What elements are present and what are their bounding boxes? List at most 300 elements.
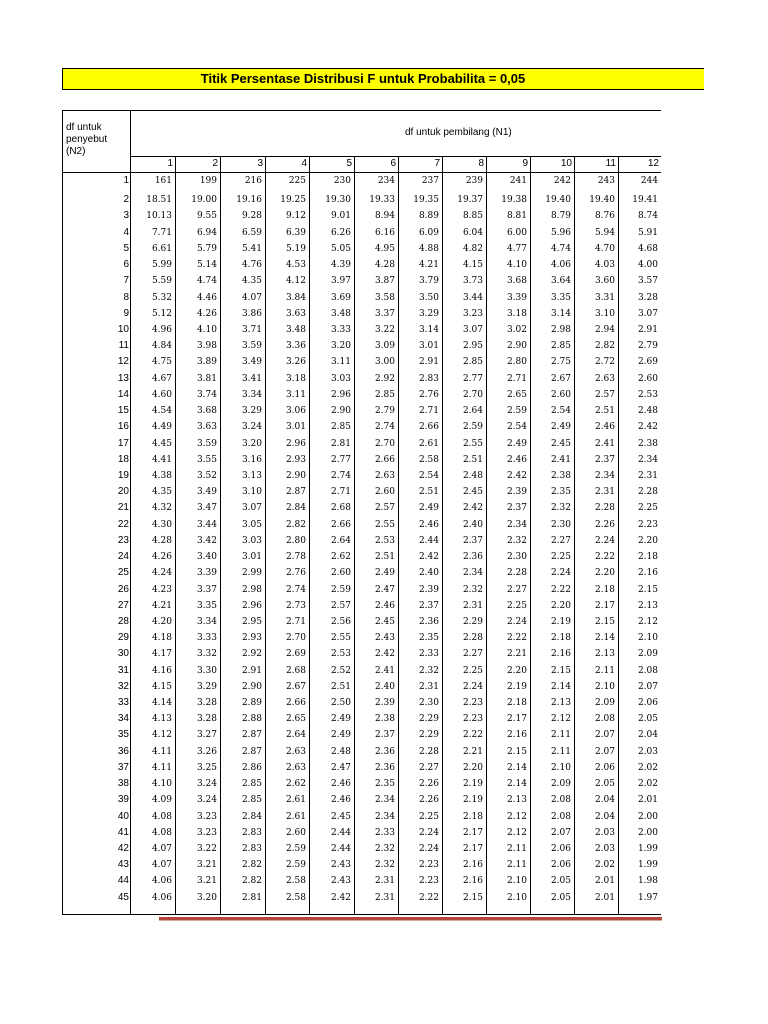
table-cell: 3.23 bbox=[196, 811, 217, 822]
table-cell: 2.03 bbox=[594, 844, 615, 855]
table-cell: 2.73 bbox=[285, 600, 306, 611]
table-cell: 4.54 bbox=[151, 406, 172, 417]
table-cell: 2.26 bbox=[418, 779, 439, 790]
table-cell: 4.45 bbox=[151, 438, 172, 449]
table-cell: 6.04 bbox=[462, 227, 483, 238]
table-cell: 2.50 bbox=[330, 698, 351, 709]
table-row bbox=[0, 565, 661, 581]
table-cell: 2.18 bbox=[594, 584, 615, 595]
table-cell: 244 bbox=[640, 176, 658, 186]
table-cell: 2.77 bbox=[330, 454, 351, 465]
table-cell: 2.80 bbox=[285, 535, 306, 546]
row-label-n2: 21 bbox=[117, 502, 129, 514]
table-cell: 2.46 bbox=[506, 454, 527, 465]
table-cell: 3.59 bbox=[196, 438, 217, 449]
table-cell: 3.14 bbox=[418, 324, 439, 335]
table-cell: 2.90 bbox=[506, 341, 527, 352]
table-cell: 2.87 bbox=[241, 746, 262, 757]
row-label-n2: 24 bbox=[117, 551, 129, 563]
table-cell: 2.15 bbox=[462, 892, 483, 903]
table-cell: 2.87 bbox=[285, 487, 306, 498]
table-cell: 2.90 bbox=[330, 406, 351, 417]
table-cell: 2.19 bbox=[462, 779, 483, 790]
table-cell: 2.19 bbox=[550, 616, 571, 627]
table-cell: 2.51 bbox=[594, 406, 615, 417]
table-cell: 2.28 bbox=[506, 568, 527, 579]
table-cell: 2.74 bbox=[330, 470, 351, 481]
table-cell: 2.34 bbox=[594, 470, 615, 481]
table-cell: 2.53 bbox=[374, 535, 395, 546]
table-cell: 2.28 bbox=[594, 503, 615, 514]
table-cell: 3.24 bbox=[196, 795, 217, 806]
table-cell: 3.34 bbox=[241, 389, 262, 400]
table-cell: 2.11 bbox=[506, 860, 527, 871]
table-cell: 1.99 bbox=[637, 844, 658, 855]
table-cell: 2.86 bbox=[241, 762, 262, 773]
table-cell: 2.00 bbox=[637, 811, 658, 822]
row-label-n2: 38 bbox=[117, 778, 129, 790]
table-cell: 2.10 bbox=[594, 681, 615, 692]
table-row bbox=[0, 679, 661, 695]
table-cell: 8.89 bbox=[418, 211, 439, 222]
table-cell: 2.42 bbox=[330, 892, 351, 903]
table-cell: 2.48 bbox=[462, 470, 483, 481]
table-cell: 2.68 bbox=[285, 665, 306, 676]
column-header-n1: 11 bbox=[605, 158, 616, 169]
table-cell: 2.14 bbox=[506, 779, 527, 790]
table-cell: 19.37 bbox=[457, 195, 483, 206]
table-cell: 3.57 bbox=[637, 276, 658, 287]
table-cell: 3.59 bbox=[241, 341, 262, 352]
table-cell: 2.39 bbox=[374, 698, 395, 709]
table-cell: 4.10 bbox=[506, 260, 527, 271]
table-cell: 5.79 bbox=[196, 243, 217, 254]
table-cell: 2.17 bbox=[506, 714, 527, 725]
table-cell: 2.83 bbox=[418, 373, 439, 384]
table-cell: 2.59 bbox=[506, 406, 527, 417]
row-label-n2: 31 bbox=[117, 664, 129, 676]
table-cell: 4.68 bbox=[637, 243, 658, 254]
table-cell: 2.23 bbox=[418, 860, 439, 871]
table-cell: 3.41 bbox=[241, 373, 262, 384]
table-cell: 2.38 bbox=[374, 714, 395, 725]
table-cell: 19.25 bbox=[280, 195, 306, 206]
row-label-n2: 9 bbox=[123, 307, 129, 319]
column-header-n1: 4 bbox=[301, 158, 307, 169]
table-cell: 2.88 bbox=[241, 714, 262, 725]
table-cell: 2.37 bbox=[374, 730, 395, 741]
table-cell: 9.28 bbox=[241, 211, 262, 222]
table-cell: 2.65 bbox=[506, 389, 527, 400]
table-cell: 2.49 bbox=[330, 714, 351, 725]
table-cell: 2.32 bbox=[506, 535, 527, 546]
table-cell: 3.39 bbox=[506, 292, 527, 303]
table-cell: 8.94 bbox=[374, 211, 395, 222]
row-label-n2: 20 bbox=[117, 486, 129, 498]
table-cell: 19.00 bbox=[191, 195, 217, 206]
table-row bbox=[0, 257, 661, 273]
column-header-n1: 10 bbox=[560, 158, 572, 169]
row-label-n2: 27 bbox=[117, 599, 129, 611]
row-label-n2: 1 bbox=[123, 175, 129, 186]
table-cell: 3.44 bbox=[196, 519, 217, 530]
table-cell: 3.68 bbox=[196, 406, 217, 417]
table-cell: 1.97 bbox=[637, 892, 658, 903]
table-cell: 4.95 bbox=[374, 243, 395, 254]
table-cell: 2.98 bbox=[550, 324, 571, 335]
table-cell: 4.46 bbox=[196, 292, 217, 303]
table-cell: 3.87 bbox=[374, 276, 395, 287]
row-label-n2: 3 bbox=[123, 210, 129, 222]
table-cell: 2.33 bbox=[374, 827, 395, 838]
table-cell: 2.81 bbox=[241, 892, 262, 903]
table-cell: 3.48 bbox=[285, 324, 306, 335]
table-cell: 2.08 bbox=[550, 795, 571, 806]
table-cell: 2.18 bbox=[462, 811, 483, 822]
table-cell: 2.61 bbox=[285, 795, 306, 806]
table-cell: 2.57 bbox=[374, 503, 395, 514]
table-cell: 5.94 bbox=[594, 227, 615, 238]
table-cell: 3.24 bbox=[196, 779, 217, 790]
table-cell: 2.11 bbox=[594, 665, 615, 676]
column-header-n1: 2 bbox=[212, 158, 218, 169]
table-cell: 5.14 bbox=[196, 260, 217, 271]
table-cell: 2.55 bbox=[330, 633, 351, 644]
table-cell: 2.75 bbox=[550, 357, 571, 368]
table-row bbox=[0, 517, 661, 533]
table-cell: 2.45 bbox=[462, 487, 483, 498]
table-cell: 241 bbox=[509, 176, 527, 186]
table-row bbox=[0, 582, 661, 598]
table-row bbox=[0, 225, 661, 241]
table-cell: 4.28 bbox=[151, 535, 172, 546]
table-cell: 2.02 bbox=[637, 762, 658, 773]
table-cell: 2.39 bbox=[418, 584, 439, 595]
table-cell: 199 bbox=[199, 176, 217, 186]
table-cell: 2.16 bbox=[462, 876, 483, 887]
table-cell: 3.05 bbox=[241, 519, 262, 530]
table-cell: 4.06 bbox=[550, 260, 571, 271]
table-cell: 2.06 bbox=[550, 860, 571, 871]
table-cell: 2.01 bbox=[594, 892, 615, 903]
table-cell: 2.78 bbox=[285, 552, 306, 563]
table-cell: 2.45 bbox=[330, 811, 351, 822]
column-header-n1: 3 bbox=[257, 158, 263, 169]
table-cell: 2.64 bbox=[330, 535, 351, 546]
table-cell: 2.46 bbox=[330, 795, 351, 806]
table-row bbox=[0, 873, 661, 889]
table-cell: 2.29 bbox=[462, 616, 483, 627]
table-cell: 2.40 bbox=[374, 681, 395, 692]
table-cell: 2.37 bbox=[506, 503, 527, 514]
table-cell: 3.23 bbox=[462, 308, 483, 319]
row-label-n2: 35 bbox=[117, 729, 129, 741]
table-cell: 2.17 bbox=[462, 844, 483, 855]
table-cell: 3.11 bbox=[330, 357, 351, 368]
table-cell: 3.73 bbox=[462, 276, 483, 287]
table-row bbox=[0, 290, 661, 306]
table-cell: 2.13 bbox=[506, 795, 527, 806]
table-row bbox=[0, 322, 661, 338]
column-header-n1: 8 bbox=[478, 158, 484, 169]
table-cell: 2.49 bbox=[418, 503, 439, 514]
table-cell: 3.09 bbox=[374, 341, 395, 352]
table-cell: 2.43 bbox=[374, 633, 395, 644]
table-cell: 6.09 bbox=[418, 227, 439, 238]
table-cell: 3.20 bbox=[330, 341, 351, 352]
table-cell: 2.37 bbox=[418, 600, 439, 611]
table-cell: 3.29 bbox=[196, 681, 217, 692]
table-cell: 2.38 bbox=[637, 438, 658, 449]
table-cell: 2.47 bbox=[374, 584, 395, 595]
table-cell: 242 bbox=[553, 176, 571, 186]
table-cell: 2.32 bbox=[374, 844, 395, 855]
table-cell: 2.46 bbox=[418, 519, 439, 530]
table-cell: 2.55 bbox=[462, 438, 483, 449]
table-cell: 3.58 bbox=[374, 292, 395, 303]
column-header-n1: 6 bbox=[390, 158, 396, 169]
table-row bbox=[0, 630, 661, 646]
table-cell: 2.90 bbox=[285, 470, 306, 481]
table-cell: 2.34 bbox=[374, 795, 395, 806]
table-row bbox=[0, 484, 661, 500]
table-cell: 2.21 bbox=[506, 649, 527, 660]
table-cell: 230 bbox=[333, 176, 351, 186]
table-cell: 2.84 bbox=[241, 811, 262, 822]
table-cell: 2.92 bbox=[241, 649, 262, 660]
table-cell: 2.66 bbox=[374, 454, 395, 465]
table-cell: 2.96 bbox=[241, 600, 262, 611]
table-cell: 2.16 bbox=[506, 730, 527, 741]
table-cell: 3.28 bbox=[637, 292, 658, 303]
table-cell: 3.02 bbox=[506, 324, 527, 335]
table-cell: 2.52 bbox=[330, 665, 351, 676]
table-cell: 2.03 bbox=[637, 746, 658, 757]
table-cell: 2.54 bbox=[550, 406, 571, 417]
table-cell: 2.18 bbox=[506, 698, 527, 709]
table-cell: 3.32 bbox=[196, 649, 217, 660]
table-cell: 3.33 bbox=[330, 324, 351, 335]
table-cell: 2.31 bbox=[637, 470, 658, 481]
table-cell: 2.02 bbox=[594, 860, 615, 871]
table-cell: 5.99 bbox=[151, 260, 172, 271]
table-cell: 3.35 bbox=[196, 600, 217, 611]
n2-header-label: df untuk penyebut (N2) bbox=[66, 122, 108, 157]
table-cell: 2.20 bbox=[506, 665, 527, 676]
table-row bbox=[0, 436, 661, 452]
table-cell: 2.15 bbox=[506, 746, 527, 757]
table-cell: 239 bbox=[465, 176, 483, 186]
table-cell: 2.70 bbox=[285, 633, 306, 644]
table-cell: 3.07 bbox=[241, 503, 262, 514]
table-cell: 2.45 bbox=[374, 616, 395, 627]
table-cell: 2.70 bbox=[374, 438, 395, 449]
table-cell: 2.31 bbox=[374, 876, 395, 887]
table-cell: 2.99 bbox=[241, 568, 262, 579]
table-cell: 3.31 bbox=[594, 292, 615, 303]
table-cell: 2.82 bbox=[241, 876, 262, 887]
table-cell: 2.63 bbox=[285, 746, 306, 757]
table-cell: 2.08 bbox=[637, 665, 658, 676]
table-cell: 2.24 bbox=[418, 844, 439, 855]
table-row bbox=[0, 533, 661, 549]
table-cell: 2.01 bbox=[637, 795, 658, 806]
table-cell: 2.69 bbox=[285, 649, 306, 660]
table-cell: 2.24 bbox=[594, 535, 615, 546]
table-cell: 3.00 bbox=[374, 357, 395, 368]
table-cell: 2.53 bbox=[637, 389, 658, 400]
table-cell: 8.76 bbox=[594, 211, 615, 222]
table-cell: 9.55 bbox=[196, 211, 217, 222]
table-cell: 2.34 bbox=[506, 519, 527, 530]
table-cell: 4.82 bbox=[462, 243, 483, 254]
table-cell: 4.96 bbox=[151, 324, 172, 335]
table-cell: 2.85 bbox=[374, 389, 395, 400]
table-cell: 2.63 bbox=[285, 762, 306, 773]
table-cell: 2.07 bbox=[637, 681, 658, 692]
table-cell: 3.22 bbox=[196, 844, 217, 855]
table-cell: 3.68 bbox=[506, 276, 527, 287]
table-cell: 2.27 bbox=[550, 535, 571, 546]
table-cell: 8.79 bbox=[550, 211, 571, 222]
column-header-n1: 1 bbox=[167, 158, 173, 169]
row-label-n2: 18 bbox=[117, 453, 129, 465]
table-cell: 2.45 bbox=[550, 438, 571, 449]
table-cell: 2.17 bbox=[594, 600, 615, 611]
table-cell: 2.41 bbox=[550, 454, 571, 465]
row-label-n2: 45 bbox=[117, 891, 129, 903]
table-cell: 2.31 bbox=[462, 600, 483, 611]
row-label-n2: 40 bbox=[117, 810, 129, 822]
table-cell: 2.89 bbox=[241, 698, 262, 709]
table-cell: 3.74 bbox=[196, 389, 217, 400]
table-cell: 2.95 bbox=[462, 341, 483, 352]
table-cell: 2.11 bbox=[550, 746, 571, 757]
table-cell: 2.49 bbox=[506, 438, 527, 449]
table-cell: 4.28 bbox=[374, 260, 395, 271]
table-cell: 5.59 bbox=[151, 276, 172, 287]
table-cell: 2.24 bbox=[418, 827, 439, 838]
table-cell: 4.10 bbox=[196, 324, 217, 335]
table-cell: 2.37 bbox=[594, 454, 615, 465]
table-cell: 4.03 bbox=[594, 260, 615, 271]
table-cell: 3.89 bbox=[196, 357, 217, 368]
table-cell: 2.32 bbox=[462, 584, 483, 595]
table-cell: 2.98 bbox=[241, 584, 262, 595]
table-cell: 2.90 bbox=[241, 681, 262, 692]
table-cell: 4.08 bbox=[151, 811, 172, 822]
table-cell: 2.42 bbox=[374, 649, 395, 660]
table-cell: 2.49 bbox=[374, 568, 395, 579]
table-cell: 3.30 bbox=[196, 665, 217, 676]
table-row bbox=[0, 598, 661, 614]
table-cell: 2.35 bbox=[374, 779, 395, 790]
table-cell: 234 bbox=[377, 176, 395, 186]
table-cell: 2.23 bbox=[462, 714, 483, 725]
table-cell: 3.20 bbox=[241, 438, 262, 449]
table-cell: 2.84 bbox=[285, 503, 306, 514]
table-cell: 7.71 bbox=[151, 227, 172, 238]
table-cell: 2.63 bbox=[594, 373, 615, 384]
table-cell: 2.53 bbox=[330, 649, 351, 660]
table-cell: 2.77 bbox=[462, 373, 483, 384]
table-row bbox=[0, 776, 661, 792]
table-cell: 2.40 bbox=[462, 519, 483, 530]
table-cell: 3.01 bbox=[285, 422, 306, 433]
table-cell: 2.41 bbox=[374, 665, 395, 676]
table-cell: 6.39 bbox=[285, 227, 306, 238]
table-cell: 4.12 bbox=[151, 730, 172, 741]
table-cell: 2.27 bbox=[418, 762, 439, 773]
table-row bbox=[0, 273, 661, 289]
table-cell: 2.18 bbox=[550, 633, 571, 644]
table-cell: 2.31 bbox=[374, 892, 395, 903]
table-cell: 3.50 bbox=[418, 292, 439, 303]
table-cell: 225 bbox=[288, 176, 306, 186]
table-cell: 2.62 bbox=[330, 552, 351, 563]
table-cell: 8.74 bbox=[637, 211, 658, 222]
table-cell: 2.21 bbox=[462, 746, 483, 757]
table-cell: 2.05 bbox=[594, 779, 615, 790]
table-cell: 4.70 bbox=[594, 243, 615, 254]
table-cell: 4.74 bbox=[196, 276, 217, 287]
table-cell: 2.05 bbox=[550, 892, 571, 903]
table-cell: 3.64 bbox=[550, 276, 571, 287]
table-cell: 2.54 bbox=[418, 470, 439, 481]
table-cell: 2.33 bbox=[418, 649, 439, 660]
table-cell: 19.40 bbox=[545, 195, 571, 206]
table-cell: 2.66 bbox=[418, 422, 439, 433]
table-cell: 2.93 bbox=[285, 454, 306, 465]
table-cell: 2.49 bbox=[550, 422, 571, 433]
table-cell: 5.41 bbox=[241, 243, 262, 254]
table-cell: 4.00 bbox=[637, 260, 658, 271]
table-cell: 2.59 bbox=[462, 422, 483, 433]
table-cell: 2.08 bbox=[594, 714, 615, 725]
table-row bbox=[0, 695, 661, 711]
table-row bbox=[0, 354, 661, 370]
table-cell: 2.72 bbox=[594, 357, 615, 368]
table-cell: 3.48 bbox=[330, 308, 351, 319]
table-cell: 2.42 bbox=[637, 422, 658, 433]
table-cell: 2.32 bbox=[418, 665, 439, 676]
table-cell: 19.16 bbox=[236, 195, 262, 206]
table-cell: 3.27 bbox=[196, 730, 217, 741]
table-cell: 2.58 bbox=[285, 876, 306, 887]
table-cell: 216 bbox=[244, 176, 262, 186]
table-row bbox=[0, 468, 661, 484]
table-cell: 2.82 bbox=[594, 341, 615, 352]
table-cell: 4.17 bbox=[151, 649, 172, 660]
table-cell: 3.69 bbox=[330, 292, 351, 303]
table-cell: 3.07 bbox=[462, 324, 483, 335]
table-cell: 4.77 bbox=[506, 243, 527, 254]
table-cell: 2.35 bbox=[418, 633, 439, 644]
table-row bbox=[0, 371, 661, 387]
table-cell: 4.41 bbox=[151, 454, 172, 465]
table-cell: 2.24 bbox=[550, 568, 571, 579]
table-cell: 2.30 bbox=[418, 698, 439, 709]
table-row bbox=[0, 549, 661, 565]
table-row bbox=[0, 792, 661, 808]
table-cell: 4.06 bbox=[151, 892, 172, 903]
table-cell: 4.09 bbox=[151, 795, 172, 806]
row-label-n2: 37 bbox=[117, 761, 129, 773]
table-cell: 3.24 bbox=[241, 422, 262, 433]
table-cell: 2.51 bbox=[330, 681, 351, 692]
table-cell: 2.91 bbox=[637, 324, 658, 335]
table-cell: 3.52 bbox=[196, 470, 217, 481]
